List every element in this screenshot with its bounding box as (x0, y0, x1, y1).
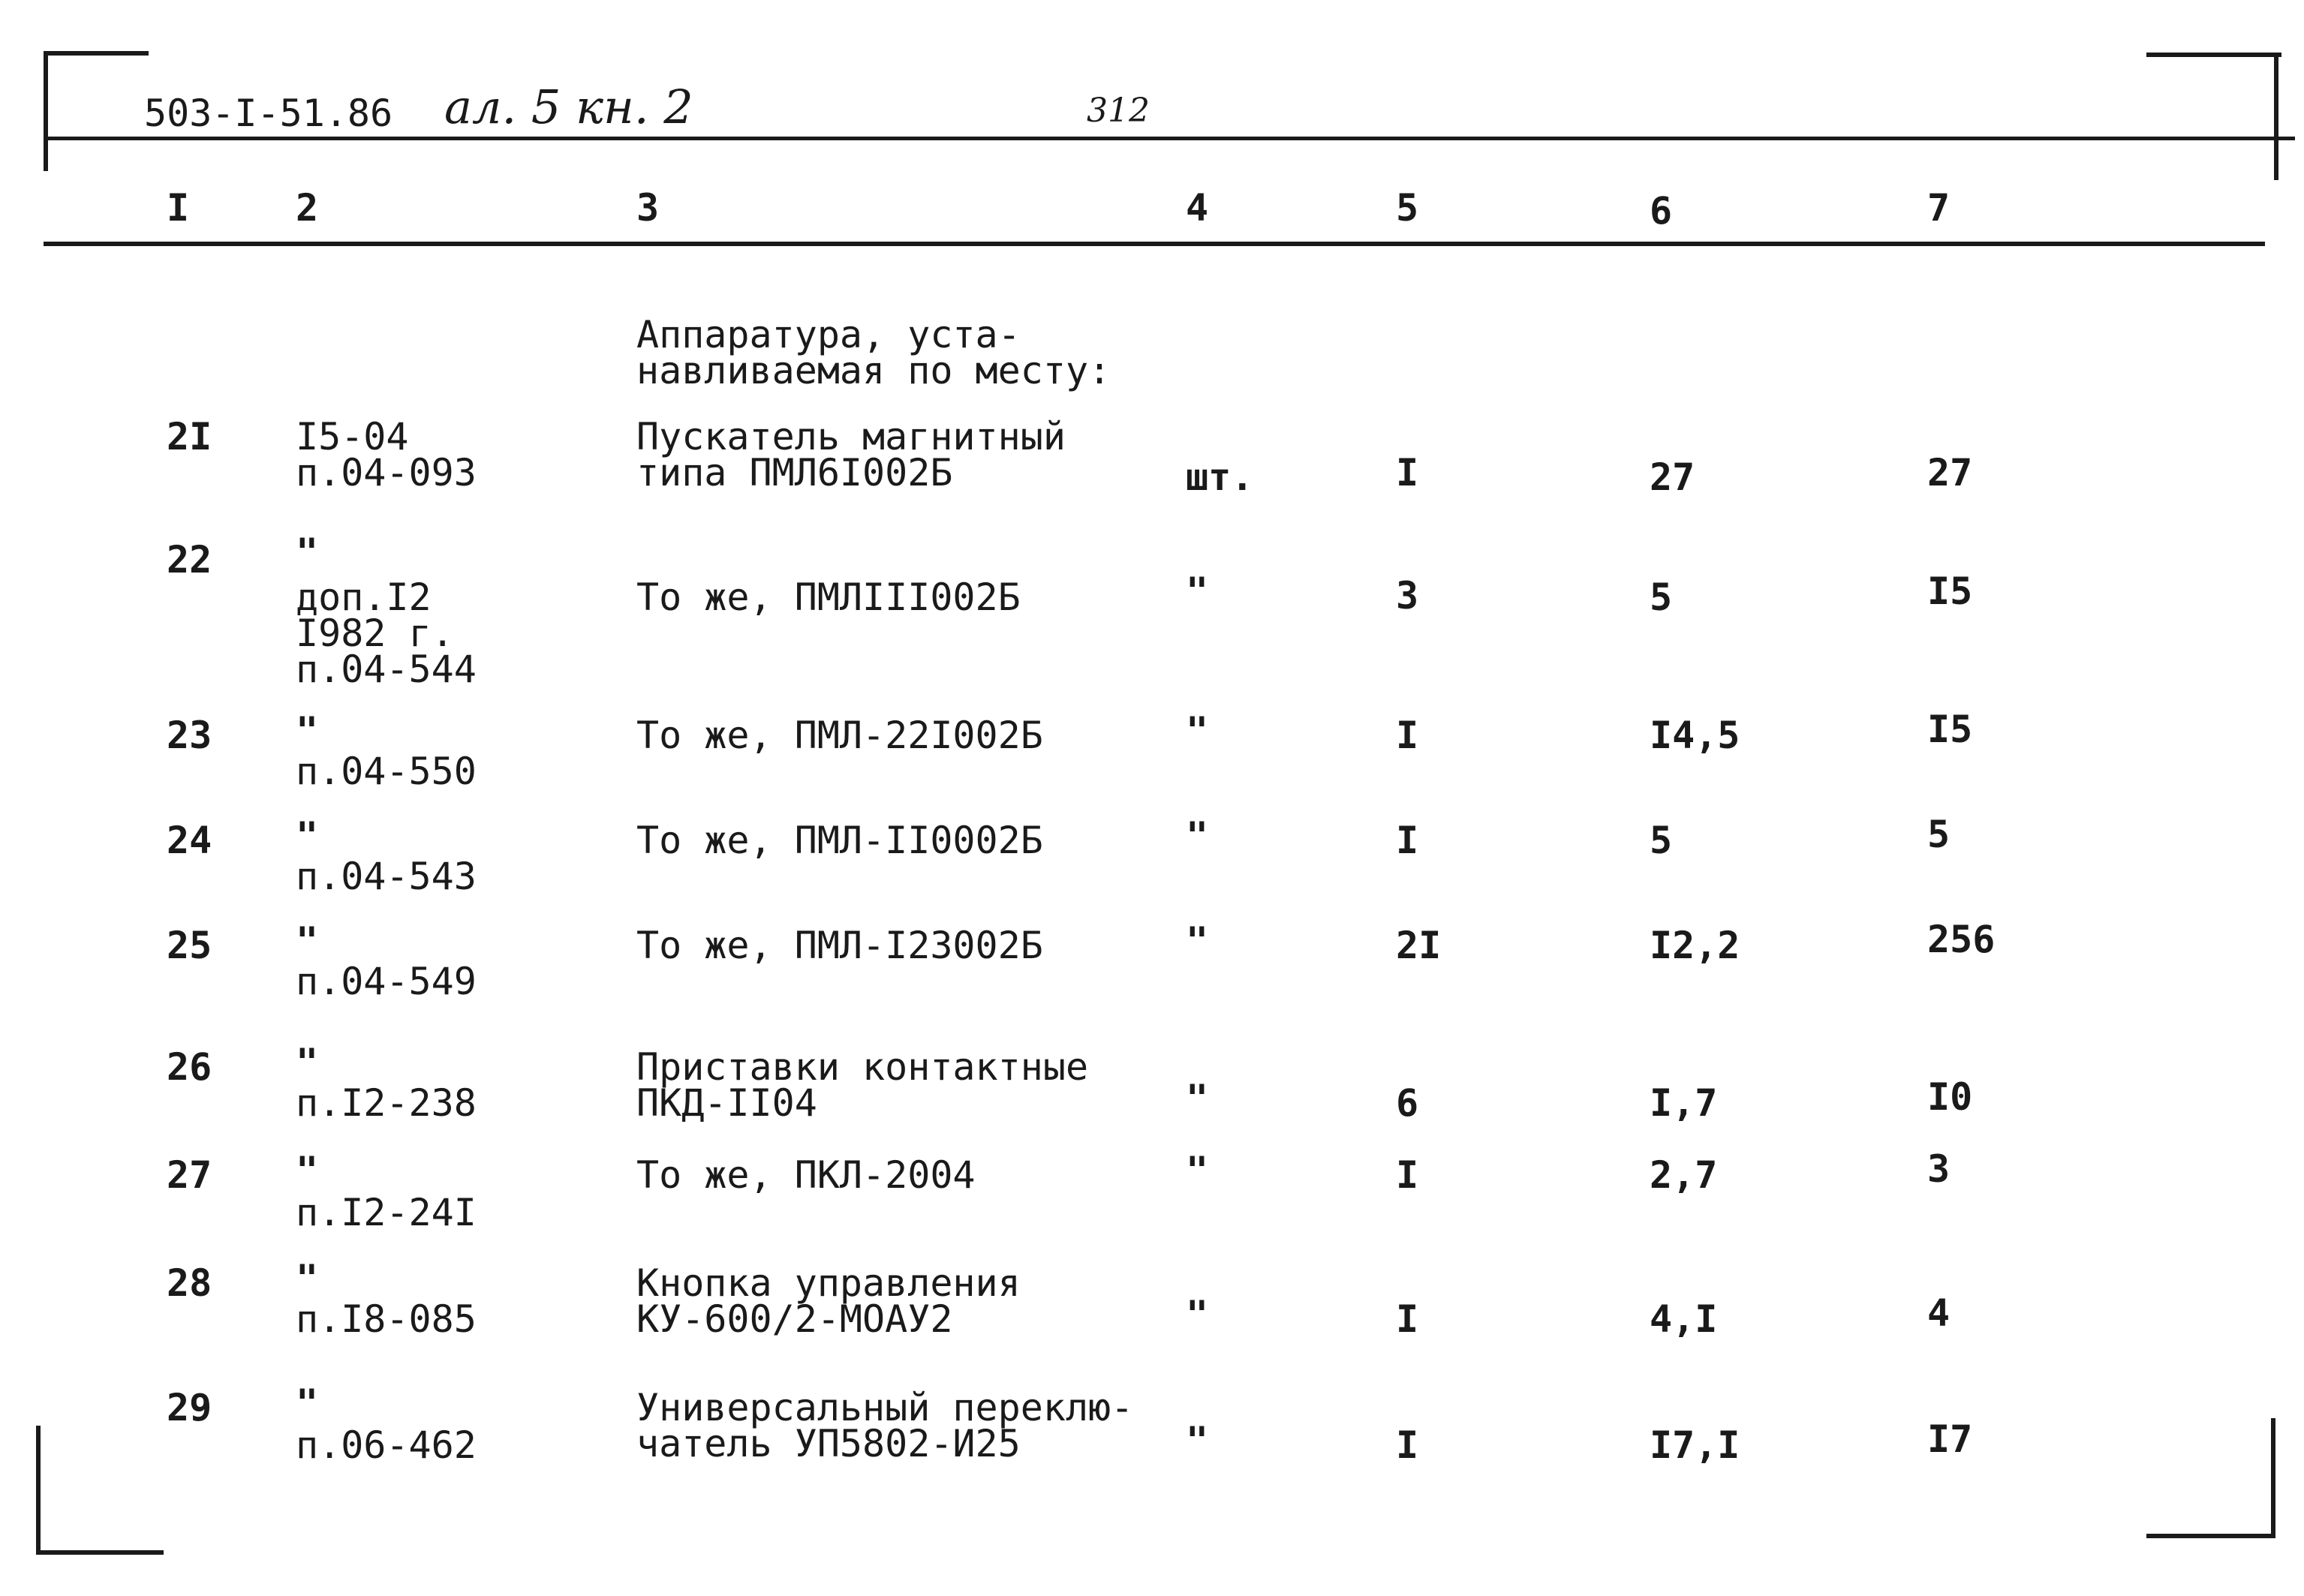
row-ref-line: п.04-544 (296, 648, 477, 691)
column-number-3: 3 (636, 186, 660, 230)
frame-top-right-vertical (2274, 53, 2278, 180)
column-number-5: 5 (1396, 186, 1419, 230)
row-total: 4 (1927, 1291, 1951, 1335)
frame-bottom-left-vertical (36, 1426, 41, 1555)
row-total: 256 (1927, 918, 1996, 961)
row-ref-line: п.04-549 (296, 960, 477, 1003)
row-name-line: То же, ПМЛIII002Б (636, 576, 1021, 619)
column-number-7: 7 (1927, 186, 1951, 230)
row-name-line: Универсальный переклю- (636, 1386, 1134, 1429)
row-total: I5 (1927, 570, 1973, 613)
frame-top-left-vertical (44, 51, 48, 171)
row-price: 4,I (1650, 1297, 1718, 1341)
row-number: 27 (167, 1153, 212, 1197)
sheet-number: 312 (1087, 92, 1150, 130)
document-code: 503-I-51.86 (144, 92, 393, 135)
row-unit: " (1186, 1077, 1209, 1120)
section-title-line-2: навливаемая по месту: (636, 349, 1111, 392)
row-number: 23 (167, 714, 212, 757)
row-number: 25 (167, 924, 212, 967)
row-unit: " (1186, 1419, 1209, 1462)
row-ref-line: " (296, 1149, 319, 1192)
row-price: I4,5 (1650, 714, 1740, 757)
row-unit: " (1186, 1293, 1209, 1336)
row-price: I2,2 (1650, 924, 1740, 967)
row-name-line: Кнопка управления (636, 1261, 1021, 1305)
row-name-line: То же, ПКЛ-2004 (636, 1153, 976, 1197)
row-quantity: I (1396, 1423, 1419, 1467)
row-ref-line: доп.I2 (296, 576, 432, 619)
column-number-4: 4 (1186, 186, 1209, 230)
row-number: 26 (167, 1045, 212, 1089)
column-number-6: 6 (1650, 189, 1673, 233)
section-title-line-1: Аппаратура, уста- (636, 313, 1021, 356)
row-quantity: 6 (1396, 1081, 1419, 1125)
row-number: 2I (167, 415, 212, 458)
row-unit: " (1186, 709, 1209, 753)
row-ref-line: п.04-550 (296, 750, 477, 793)
row-name-line: КУ-600/2-МОАУ2 (636, 1297, 953, 1341)
row-total: I7 (1927, 1417, 1973, 1461)
row-name-line: ПКД-II04 (636, 1081, 817, 1125)
row-name-line: То же, ПМЛ-II0002Б (636, 819, 1043, 862)
row-number: 28 (167, 1261, 212, 1305)
row-ref-line: " (296, 1041, 319, 1084)
row-ref-line: п.I2-238 (296, 1081, 477, 1125)
frame-bottom-right-vertical (2271, 1418, 2275, 1538)
row-quantity: 3 (1396, 574, 1419, 618)
frame-top-right-horizontal (2146, 53, 2281, 57)
row-unit: " (1186, 1149, 1209, 1192)
handwritten-reference: ал. 5 кн. 2 (444, 80, 693, 134)
row-ref-line: " (296, 919, 319, 963)
row-quantity: I (1396, 451, 1419, 494)
row-total: I0 (1927, 1075, 1973, 1119)
row-number: 22 (167, 538, 212, 582)
row-ref-line: " (296, 1257, 319, 1300)
row-name-line: То же, ПМЛ-I23002Б (636, 924, 1043, 967)
row-unit: " (1186, 814, 1209, 858)
row-total: 5 (1927, 813, 1951, 856)
row-unit: " (1186, 570, 1209, 613)
header-underline (44, 137, 2295, 140)
column-number-1: I (167, 186, 190, 230)
frame-bottom-right-horizontal (2146, 1534, 2275, 1538)
row-number: 29 (167, 1386, 212, 1429)
row-quantity: I (1396, 819, 1419, 862)
row-ref-line: п.04-543 (296, 855, 477, 898)
row-price: 5 (1650, 576, 1673, 619)
row-name-line: чатель УП5802-И25 (636, 1422, 1021, 1465)
row-ref-line: п.04-093 (296, 451, 477, 494)
row-total: 3 (1927, 1147, 1951, 1191)
row-quantity: I (1396, 1153, 1419, 1197)
row-price: I7,I (1650, 1423, 1740, 1467)
row-price: 27 (1650, 455, 1695, 499)
row-ref-line: " (296, 530, 319, 574)
row-ref-line: п.I2-24I (296, 1191, 477, 1234)
row-name-line: То же, ПМЛ-22I002Б (636, 714, 1043, 757)
row-quantity: I (1396, 1297, 1419, 1341)
row-name-line: типа ПМЛ6I002Б (636, 451, 953, 494)
row-unit: " (1186, 919, 1209, 963)
row-ref-line: п.06-462 (296, 1423, 477, 1467)
row-number: 24 (167, 819, 212, 862)
row-ref-line: " (296, 709, 319, 753)
row-price: 2,7 (1650, 1153, 1718, 1197)
row-price: I,7 (1650, 1081, 1718, 1125)
frame-bottom-left-horizontal (36, 1550, 164, 1555)
row-total: I5 (1927, 708, 1973, 751)
row-ref-line: п.I8-085 (296, 1297, 477, 1341)
row-quantity: I (1396, 714, 1419, 757)
row-ref-line: I5-04 (296, 415, 409, 458)
column-header-rule (44, 242, 2265, 246)
row-price: 5 (1650, 819, 1673, 862)
frame-top-left-horizontal (44, 51, 149, 56)
row-name-line: Приставки контактные (636, 1045, 1089, 1089)
row-ref-line: I982 г. (296, 612, 454, 655)
row-total: 27 (1927, 451, 1973, 494)
row-ref-line: " (296, 814, 319, 858)
column-number-2: 2 (296, 186, 319, 230)
row-quantity: 2I (1396, 924, 1442, 967)
row-unit: шт. (1186, 455, 1254, 499)
row-name-line: Пускатель магнитный (636, 415, 1066, 458)
row-ref-line: " (296, 1381, 319, 1425)
